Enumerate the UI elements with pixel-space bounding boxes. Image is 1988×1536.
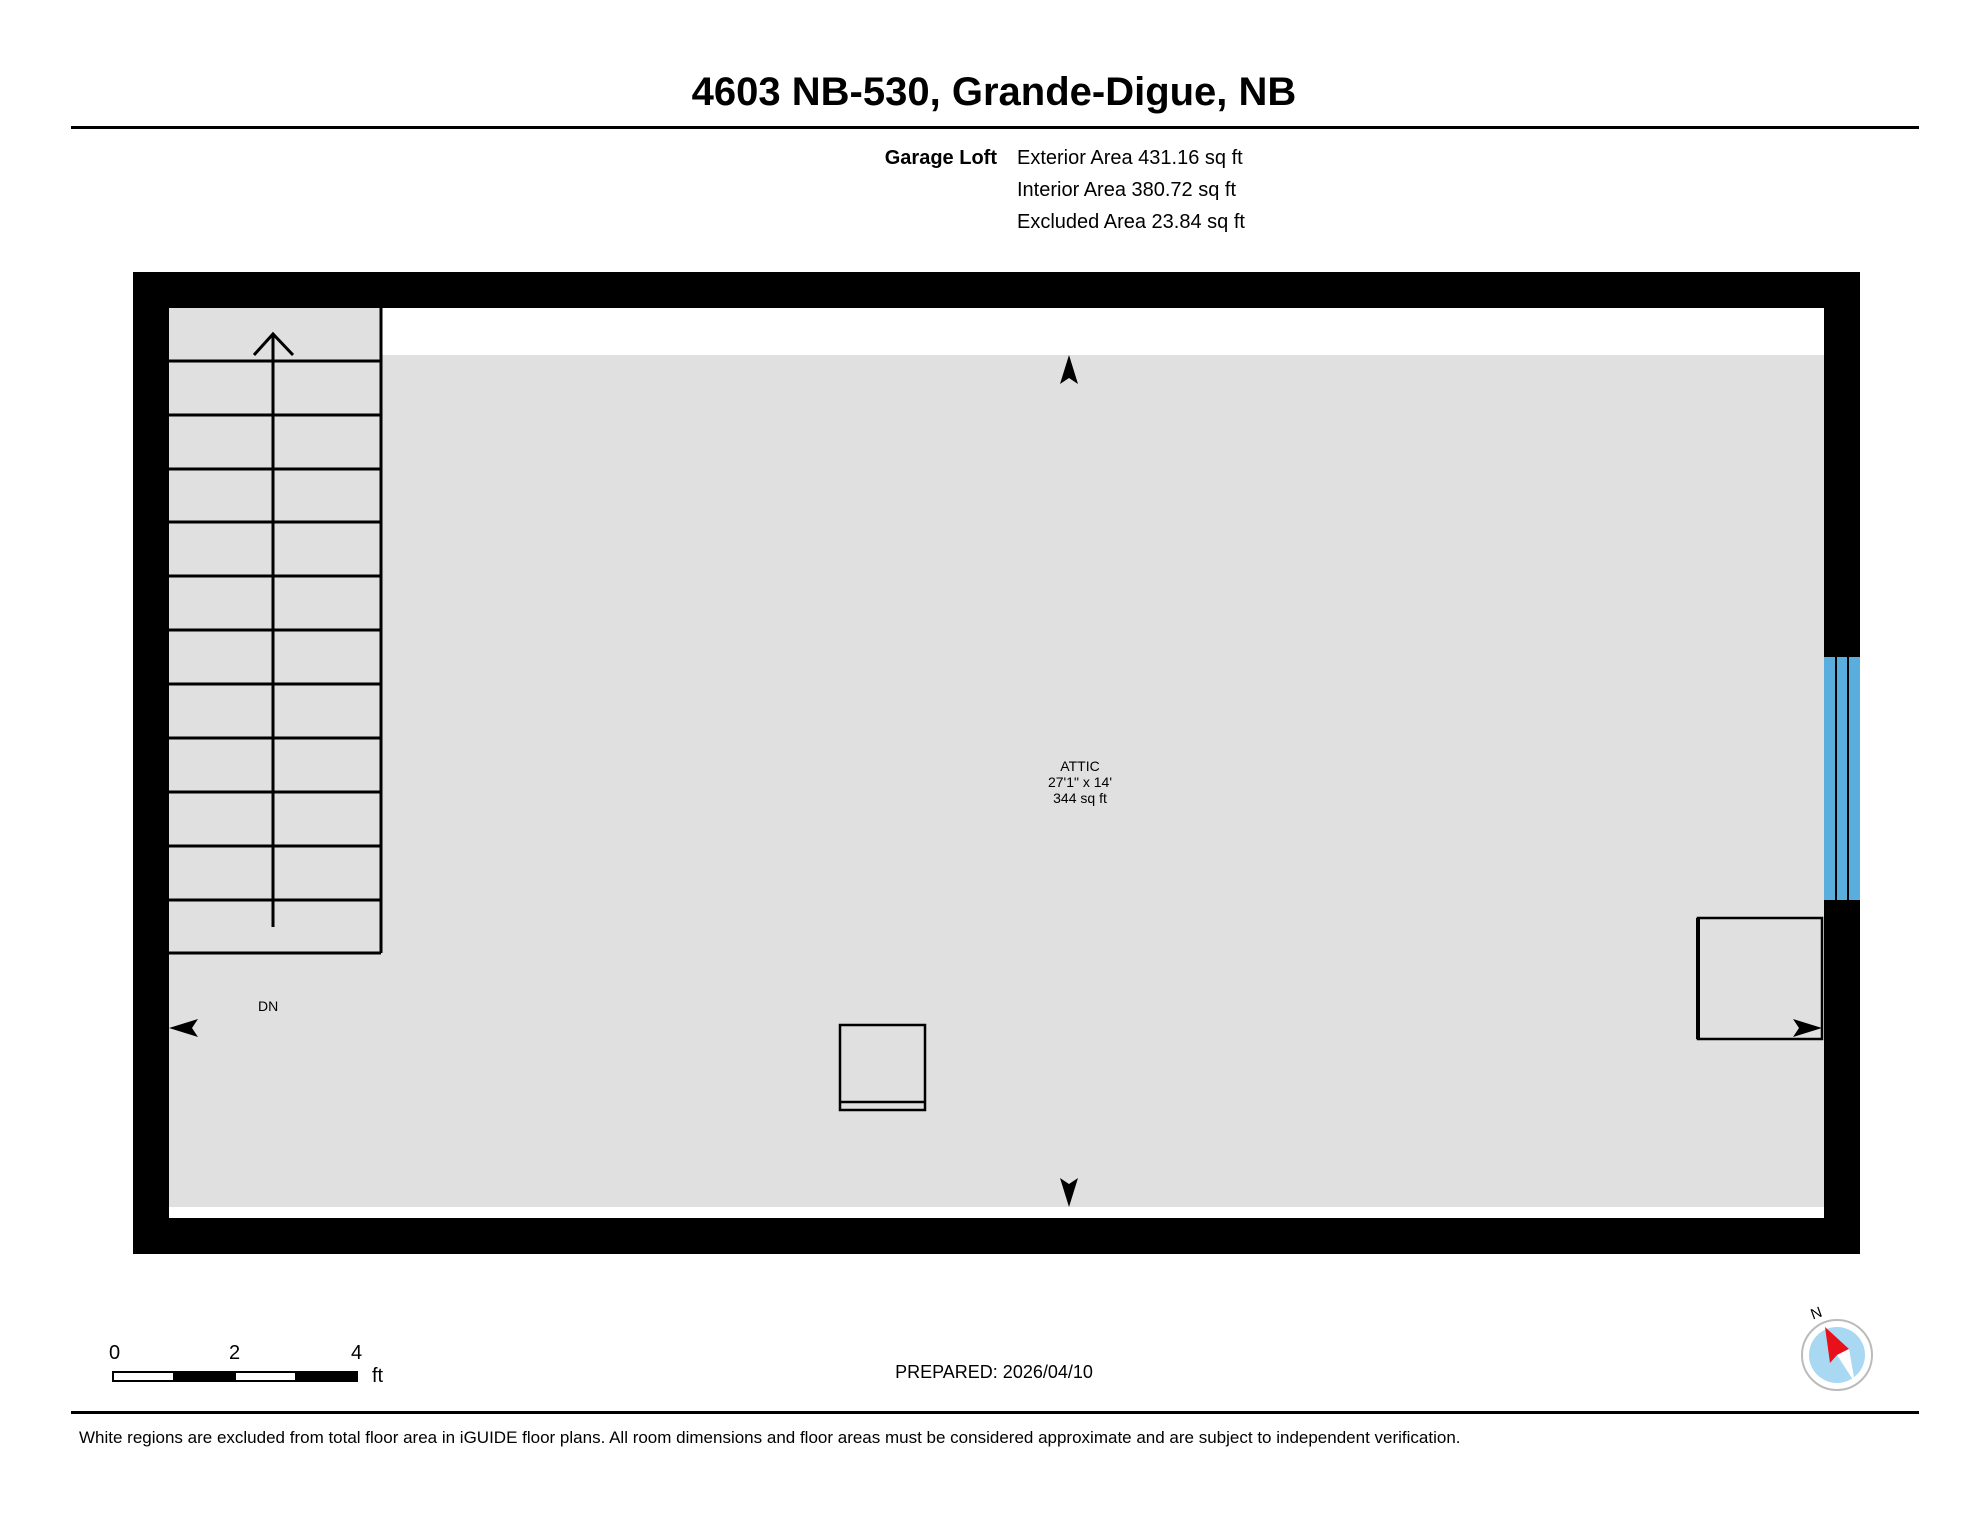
plan-title: 4603 NB-530, Grande-Digue, NB bbox=[691, 70, 1297, 114]
room-label-attic bbox=[980, 758, 1180, 806]
scale-unit: ft bbox=[372, 1365, 384, 1387]
stair-label: DN bbox=[258, 998, 279, 1014]
room-area: 344 sq ft bbox=[1053, 790, 1107, 806]
prepared-date: PREPARED: 2026/04/10 bbox=[895, 1362, 1093, 1382]
scale-tick-0: 0 bbox=[109, 1342, 121, 1364]
scale-tick-2: 2 bbox=[229, 1342, 241, 1364]
footer-rule bbox=[71, 1411, 1919, 1414]
compass-north-label: N bbox=[1808, 1303, 1825, 1324]
exterior-area: Exterior Area 431.16 sq ft bbox=[1017, 147, 1243, 169]
disclaimer: White regions are excluded from total floor area in iGUIDE floor plans. All room dimensions and floor areas must be considered approximate and are subject to independent verification. bbox=[79, 1428, 1461, 1447]
scale-tick-4: 4 bbox=[351, 1342, 363, 1364]
room-name: ATTIC bbox=[1060, 758, 1100, 774]
excluded-area: Excluded Area 23.84 sq ft bbox=[1017, 211, 1245, 233]
staircase bbox=[169, 308, 381, 953]
room-dimensions: 27'1" x 14' bbox=[1047, 774, 1113, 790]
window bbox=[1824, 657, 1860, 900]
interior-area: Interior Area 380.72 sq ft bbox=[1017, 179, 1237, 201]
floor-name: Garage Loft bbox=[884, 147, 997, 169]
